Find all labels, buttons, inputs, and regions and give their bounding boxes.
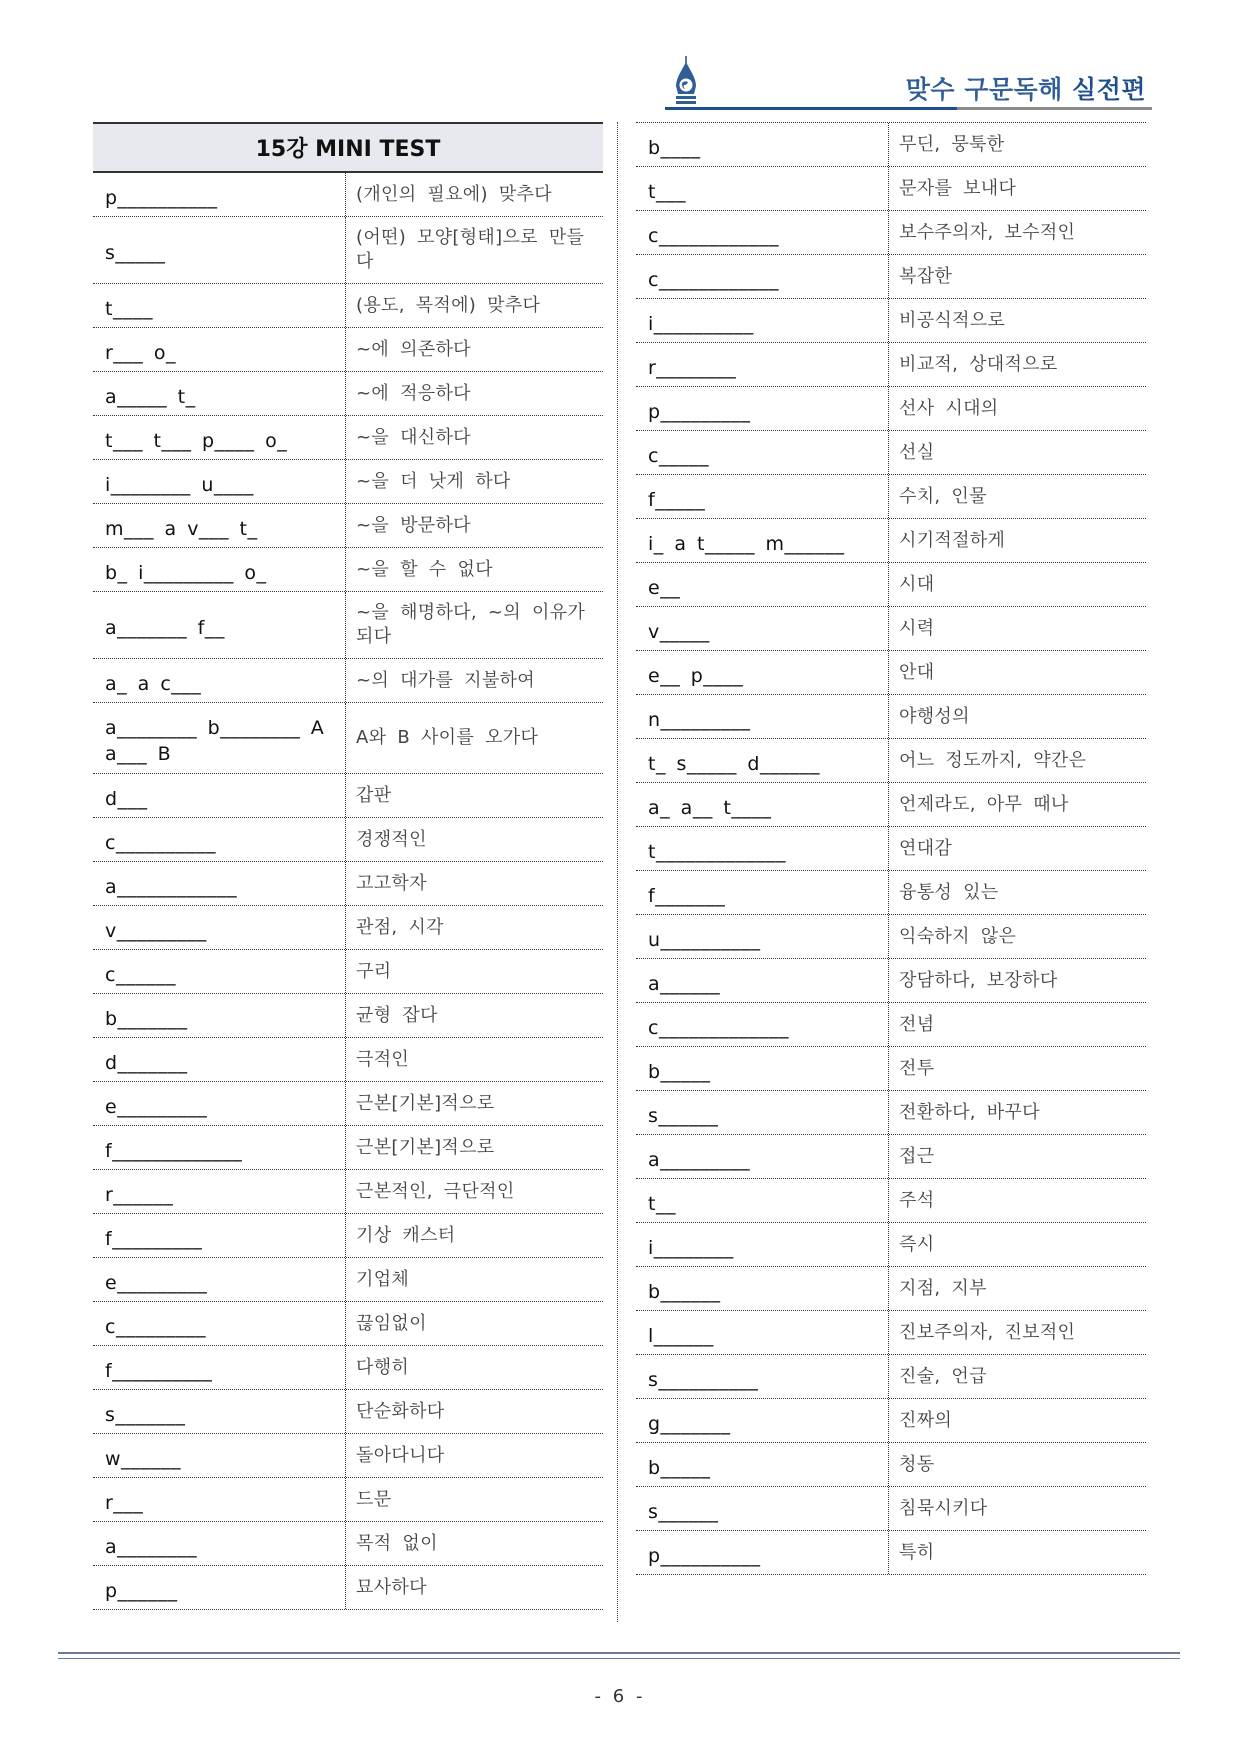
- english-blank[interactable]: c____________: [636, 255, 889, 298]
- vocab-row: [93, 1522, 603, 1566]
- korean-meaning: ~을 할 수 없다: [356, 558, 493, 580]
- korean-meaning: 진짜의: [899, 1409, 953, 1431]
- korean-meaning: 침묵시키다: [899, 1497, 988, 1519]
- header-rule: [665, 107, 1152, 110]
- korean-meaning: 보수주의자, 보수적인: [899, 221, 1076, 243]
- vocab-row: [636, 1399, 1146, 1443]
- korean-meaning: 시력: [899, 617, 935, 639]
- book-title-edition: 실전편: [1072, 75, 1146, 104]
- korean-meaning: 익숙하지 않은: [899, 925, 1017, 947]
- vocab-row: [636, 1531, 1146, 1575]
- english-blank[interactable]: u__________: [636, 915, 889, 958]
- vocab-row: [636, 607, 1146, 651]
- vocab-row: [93, 862, 603, 906]
- english-blank[interactable]: c____________: [636, 211, 889, 254]
- english-blank[interactable]: p______: [93, 1566, 346, 1609]
- korean-meaning: 시대: [899, 573, 935, 595]
- english-blank[interactable]: v_________: [93, 906, 346, 949]
- vocab-row: [93, 1434, 603, 1478]
- korean-meaning: 고고학자: [356, 872, 427, 894]
- english-blank[interactable]: n_________: [636, 695, 889, 738]
- vocab-row: [93, 1214, 603, 1258]
- vocab-row: [636, 915, 1146, 959]
- vocab-row: [636, 1047, 1146, 1091]
- korean-meaning: 시기적절하게: [899, 529, 1006, 551]
- korean-meaning: 목적 없이: [356, 1532, 438, 1554]
- english-blank[interactable]: w______: [93, 1434, 346, 1477]
- vocab-row: [93, 1082, 603, 1126]
- english-blank[interactable]: e_________: [93, 1082, 346, 1125]
- book-title-main: 맞수 구문독해: [905, 75, 1063, 104]
- english-blank[interactable]: p_________: [636, 387, 889, 430]
- korean-meaning: 비교적, 상대적으로: [899, 353, 1058, 375]
- korean-meaning: 접근: [899, 1145, 935, 1167]
- korean-meaning: 전환하다, 바꾸다: [899, 1101, 1040, 1123]
- korean-meaning: 돌아다니다: [356, 1444, 445, 1466]
- footer-rule: [58, 1652, 1180, 1659]
- english-blank[interactable]: s______: [636, 1487, 889, 1530]
- english-blank[interactable]: a_________: [636, 1135, 889, 1178]
- english-blank[interactable]: f_____________: [93, 1126, 346, 1169]
- korean-meaning: 장담하다, 보장하다: [899, 969, 1058, 991]
- vocab-row: [636, 1003, 1146, 1047]
- vocab-row: [93, 416, 603, 460]
- korean-meaning: 비공식적으로: [899, 309, 1006, 331]
- english-blank[interactable]: c_________: [93, 1302, 346, 1345]
- korean-meaning: (개인의 필요에) 맞추다: [356, 183, 552, 205]
- vocab-row: [93, 950, 603, 994]
- korean-meaning: 언제라도, 아무 때나: [899, 793, 1069, 815]
- vocab-row: [636, 959, 1146, 1003]
- vocab-row: [93, 1258, 603, 1302]
- english-blank[interactable]: r___: [93, 1478, 346, 1521]
- english-blank[interactable]: t__: [636, 1179, 889, 1222]
- vocab-row: [636, 1487, 1146, 1531]
- korean-meaning: 다행히: [356, 1356, 410, 1378]
- vocab-row: [636, 563, 1146, 607]
- english-blank[interactable]: e__ p____: [636, 651, 889, 694]
- vocab-row: [93, 1478, 603, 1522]
- korean-meaning: 어느 정도까지, 약간은: [899, 749, 1087, 771]
- vocab-row: [93, 1346, 603, 1390]
- vocab-row: [93, 173, 603, 217]
- english-blank[interactable]: i_ a t_____ m______: [636, 519, 889, 562]
- korean-meaning: 연대감: [899, 837, 953, 859]
- english-blank[interactable]: i________: [636, 1223, 889, 1266]
- english-blank[interactable]: b_______: [93, 994, 346, 1037]
- english-blank[interactable]: t_____________: [636, 827, 889, 870]
- english-blank[interactable]: e_________: [93, 1258, 346, 1301]
- english-blank[interactable]: t____: [93, 284, 346, 327]
- korean-meaning: 단순화하다: [356, 1400, 445, 1422]
- vocab-row: [93, 659, 603, 703]
- vocab-row: [636, 651, 1146, 695]
- english-blank[interactable]: b_____: [636, 1443, 889, 1486]
- english-blank[interactable]: r______: [93, 1170, 346, 1213]
- korean-meaning: 근본[기본]적으로: [356, 1092, 495, 1114]
- english-blank[interactable]: f__________: [93, 1346, 346, 1389]
- english-blank[interactable]: t_ s_____ d______: [636, 739, 889, 782]
- test-title: 15강 MINI TEST: [93, 122, 603, 173]
- vocab-row: [636, 431, 1146, 475]
- korean-meaning: 청동: [899, 1453, 935, 1475]
- korean-meaning: 진보주의자, 진보적인: [899, 1321, 1076, 1343]
- korean-meaning: 기상 캐스터: [356, 1224, 456, 1246]
- english-blank[interactable]: f_________: [93, 1214, 346, 1257]
- korean-meaning: 복잡한: [899, 265, 953, 287]
- vocab-row: [93, 504, 603, 548]
- page-number: - 6 -: [594, 1686, 646, 1707]
- korean-meaning: ~을 방문하다: [356, 514, 471, 536]
- vocab-row: [93, 1170, 603, 1214]
- vocab-row: [636, 123, 1146, 167]
- vocab-row: [636, 343, 1146, 387]
- english-blank[interactable]: b______: [636, 1267, 889, 1310]
- english-blank[interactable]: i__________: [636, 299, 889, 342]
- vocab-row: [93, 994, 603, 1038]
- korean-meaning: 특히: [899, 1541, 935, 1563]
- english-blank[interactable]: a_ a c___: [93, 659, 346, 702]
- vocab-row: [636, 1091, 1146, 1135]
- korean-meaning: 관점, 시각: [356, 916, 444, 938]
- english-blank[interactable]: t___: [636, 167, 889, 210]
- vocab-row: [636, 167, 1146, 211]
- vocab-row: [636, 1443, 1146, 1487]
- korean-meaning: 진술, 언급: [899, 1365, 987, 1387]
- korean-meaning: 야행성의: [899, 705, 970, 727]
- korean-meaning: 갑판: [356, 784, 392, 806]
- korean-meaning: 근본[기본]적으로: [356, 1136, 495, 1158]
- korean-meaning: ~을 더 낫게 하다: [356, 470, 511, 492]
- korean-meaning: (용도, 목적에) 맞추다: [356, 294, 541, 316]
- english-blank[interactable]: a________: [93, 1522, 346, 1565]
- left-column: [93, 122, 603, 1610]
- english-blank[interactable]: a____________: [93, 862, 346, 905]
- vocab-row: [636, 387, 1146, 431]
- english-blank[interactable]: a_____ t_: [93, 372, 346, 415]
- vocab-row: [93, 818, 603, 862]
- english-blank[interactable]: c______: [93, 950, 346, 993]
- korean-meaning: ~에 적응하다: [356, 382, 471, 404]
- vocab-row: [93, 1566, 603, 1610]
- korean-meaning: 지점, 지부: [899, 1277, 987, 1299]
- vocab-row: [636, 475, 1146, 519]
- korean-meaning: 균형 잡다: [356, 1004, 438, 1026]
- vocab-row: [93, 460, 603, 504]
- english-blank[interactable]: b____: [636, 123, 889, 166]
- vocab-row: [636, 1267, 1146, 1311]
- english-blank[interactable]: d___: [93, 774, 346, 817]
- english-blank[interactable]: s_____: [93, 217, 346, 283]
- vocab-row: [636, 299, 1146, 343]
- english-blank[interactable]: a________ b________ A a___ B: [93, 703, 346, 773]
- korean-meaning: 묘사하다: [356, 1576, 427, 1598]
- vocab-row: [93, 774, 603, 818]
- korean-meaning: 무딘, 뭉툭한: [899, 133, 1005, 155]
- page-header: [665, 52, 1152, 110]
- vocab-row: [636, 519, 1146, 563]
- vocab-row: [93, 592, 603, 659]
- column-divider: [617, 122, 618, 1622]
- english-blank[interactable]: t___ t___ p____ o_: [93, 416, 346, 459]
- english-blank[interactable]: d_______: [93, 1038, 346, 1081]
- right-column: [636, 122, 1146, 1575]
- vocab-row: [636, 1355, 1146, 1399]
- english-blank[interactable]: g_______: [636, 1399, 889, 1442]
- english-blank[interactable]: c_____: [636, 431, 889, 474]
- korean-meaning: 문자를 보내다: [899, 177, 1017, 199]
- vocab-row: [636, 1223, 1146, 1267]
- english-blank[interactable]: m___ a v___ t_: [93, 504, 346, 547]
- korean-meaning: 구리: [356, 960, 392, 982]
- english-blank[interactable]: p__________: [93, 173, 346, 216]
- english-blank[interactable]: l______: [636, 1311, 889, 1354]
- korean-meaning: (어떤) 모양[형태]으로 만들다: [356, 227, 585, 272]
- vocab-row: [636, 211, 1146, 255]
- english-blank[interactable]: p__________: [636, 1531, 889, 1574]
- korean-meaning: ~의 대가를 지불하여: [356, 669, 535, 691]
- english-blank[interactable]: r________: [636, 343, 889, 386]
- korean-meaning: 융통성 있는: [899, 881, 999, 903]
- pen-nib-globe-icon: [673, 56, 699, 104]
- vocab-row: [636, 1135, 1146, 1179]
- english-blank[interactable]: b_ i_________ o_: [93, 548, 346, 591]
- korean-meaning: 즉시: [899, 1233, 935, 1255]
- english-blank[interactable]: b_____: [636, 1047, 889, 1090]
- english-blank[interactable]: c__________: [93, 818, 346, 861]
- vocab-row: [93, 548, 603, 592]
- korean-meaning: 기업체: [356, 1268, 410, 1290]
- korean-meaning: 끊임없이: [356, 1312, 427, 1334]
- vocab-row: [93, 328, 603, 372]
- vocab-row: [93, 703, 603, 774]
- vocab-row: [93, 906, 603, 950]
- korean-meaning: ~을 해명하다, ~의 이유가 되다: [356, 602, 586, 647]
- left-vocab-table: [93, 173, 603, 1610]
- english-blank[interactable]: e__: [636, 563, 889, 606]
- vocab-row: [636, 827, 1146, 871]
- vocab-row: [93, 1302, 603, 1346]
- korean-meaning: 근본적인, 극단적인: [356, 1180, 515, 1202]
- english-blank[interactable]: r___ o_: [93, 328, 346, 371]
- english-blank[interactable]: s______: [636, 1091, 889, 1134]
- vocab-row: [636, 871, 1146, 915]
- vocab-row: [636, 783, 1146, 827]
- right-vocab-table: [636, 122, 1146, 1575]
- english-blank[interactable]: f_____: [636, 475, 889, 518]
- korean-meaning: 전념: [899, 1013, 935, 1035]
- vocab-row: [93, 284, 603, 328]
- korean-meaning: 드문: [356, 1488, 392, 1510]
- korean-meaning: 선사 시대의: [899, 397, 999, 419]
- vocab-row: [636, 1179, 1146, 1223]
- english-blank[interactable]: c_____________: [636, 1003, 889, 1046]
- english-blank[interactable]: a_______ f__: [93, 592, 346, 658]
- english-blank[interactable]: v_____: [636, 607, 889, 650]
- korean-meaning: 선실: [899, 441, 935, 463]
- book-title: [906, 70, 1146, 106]
- korean-meaning: A와 B 사이를 오가다: [356, 727, 539, 748]
- vocab-row: [93, 217, 603, 284]
- vocab-row: [636, 255, 1146, 299]
- korean-meaning: 경쟁적인: [356, 828, 427, 850]
- english-blank[interactable]: s_______: [93, 1390, 346, 1433]
- vocab-row: [636, 695, 1146, 739]
- vocab-row: [636, 739, 1146, 783]
- korean-meaning: 수치, 인물: [899, 485, 987, 507]
- vocab-row: [93, 1390, 603, 1434]
- english-blank[interactable]: s__________: [636, 1355, 889, 1398]
- korean-meaning: 주석: [899, 1189, 935, 1211]
- korean-meaning: 전투: [899, 1057, 935, 1079]
- english-blank[interactable]: f_______: [636, 871, 889, 914]
- korean-meaning: ~에 의존하다: [356, 338, 471, 360]
- korean-meaning: 극적인: [356, 1048, 410, 1070]
- english-blank[interactable]: i________ u____: [93, 460, 346, 503]
- vocab-row: [93, 372, 603, 416]
- english-blank[interactable]: a______: [636, 959, 889, 1002]
- vocab-row: [93, 1126, 603, 1170]
- korean-meaning: ~을 대신하다: [356, 426, 471, 448]
- korean-meaning: 안대: [899, 661, 935, 683]
- vocab-row: [93, 1038, 603, 1082]
- english-blank[interactable]: a_ a__ t____: [636, 783, 889, 826]
- vocab-row: [636, 1311, 1146, 1355]
